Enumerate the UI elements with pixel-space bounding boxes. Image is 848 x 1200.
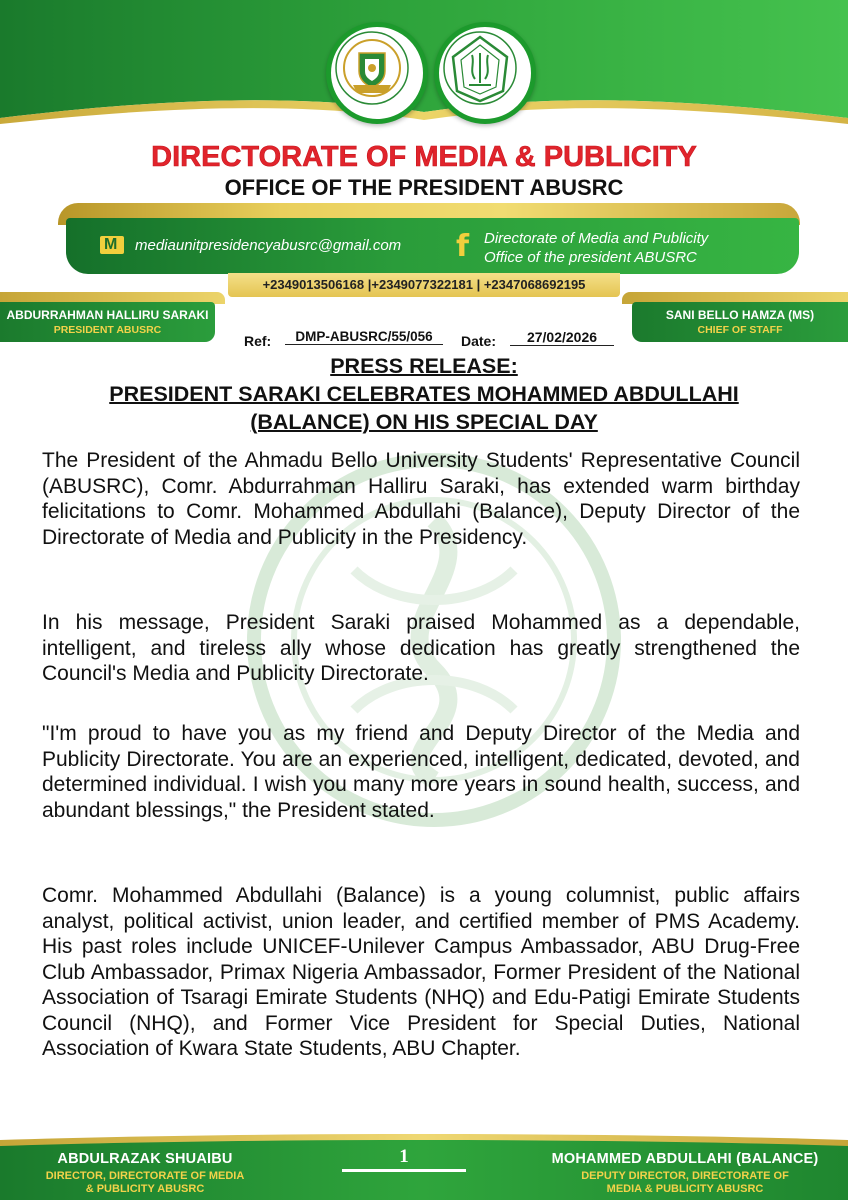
- ref-value: DMP-ABUSRC/55/056: [285, 329, 443, 345]
- president-name: ABDURRAHMAN HALLIRU SARAKI: [6, 308, 209, 322]
- deputy-director-role-line-2: MEDIA & PUBLICITY ABUSRC: [606, 1183, 764, 1195]
- director-role-line-2: & PUBLICITY ABUSRC: [85, 1183, 205, 1195]
- date-label: Date:: [461, 333, 497, 349]
- paragraph-2: In his message, President Saraki praised Mohammed as a dependable, intelligent, and tireless ally whose dedication has greatly strengthened the Council's Media and Publicity Directorate.: [42, 611, 800, 685]
- facebook-page-subtitle: Office of the president ABUSRC: [484, 249, 697, 266]
- facebook-page-name[interactable]: Directorate of Media and Publicity: [484, 230, 709, 247]
- director-role-line-1: DIRECTOR, DIRECTORATE OF MEDIA: [45, 1170, 245, 1182]
- contact-email[interactable]: mediaunitpresidencyabusrc@gmail.com: [135, 237, 402, 254]
- president-role: PRESIDENT ABUSRC: [53, 324, 162, 336]
- paragraph-3: "I'm proud to have you as my friend and Deputy Director of the Media and Publicity Directorate. You are an experienced, intelligent, dedicated, devoted, and determined individual. I wish you many more years in sound health, success, and abundant blessings," the President stated.: [42, 722, 800, 822]
- facebook-icon: f: [456, 229, 470, 264]
- press-release-heading: [0, 352, 848, 436]
- paragraph-4: Comr. Mohammed Abdullahi (Balance) is a young columnist, public affairs analyst, political activist, union leader, and certified member of PMS Academy. His past roles include UNICEF-Unilever Campus Ambassador, ABU Drug-Free Club Ambassador, Primax Nigeria Ambassador, Former President of the National Association of Tsaragi Emirate Students (NHQ) and Edu-Patigi Emirate Students Council (NHQ), and Former Vice President for Special Duties, National Association of Kwara State Students, ABU Chapter.: [42, 884, 800, 1060]
- directorate-title: DIRECTORATE OF MEDIA & PUBLICITY: [151, 141, 697, 173]
- paragraph-1: The President of the Ahmadu Bello University Students' Representative Council (ABUSRC), Comr. Abdurrahman Halliru Saraki, has extended warm birthday felicitations to Comr. Mohammed Abdullahi (Balance), Deputy Director of the Directorate of Media and Publicity in the Presidency.: [42, 449, 800, 549]
- chief-of-staff-name: SANI BELLO HAMZA (MS): [665, 308, 815, 322]
- director-name: ABDULRAZAK SHUAIBU: [57, 1151, 233, 1167]
- abu-university-seal-icon: [434, 22, 536, 124]
- chief-of-staff-role: CHIEF OF STAFF: [697, 324, 783, 336]
- heading-line-3: (BALANCE) ON HIS SPECIAL DAY: [250, 410, 598, 434]
- office-title: OFFICE OF THE PRESIDENT ABUSRC: [224, 175, 624, 200]
- deputy-director-role-line-1: DEPUTY DIRECTOR, DIRECTORATE OF: [581, 1170, 789, 1182]
- ref-label: Ref:: [244, 333, 272, 349]
- heading-line-1: PRESS RELEASE:: [330, 354, 518, 378]
- page-number-underline: [342, 1169, 466, 1172]
- date-value: 27/02/2026: [510, 329, 614, 346]
- gmail-icon: [100, 236, 124, 254]
- heading-line-2: PRESIDENT SARAKI CELEBRATES MOHAMMED ABDULLAHI: [109, 382, 739, 406]
- deputy-director-name: MOHAMMED ABDULLAHI (BALANCE): [551, 1151, 819, 1167]
- abusrc-seal-icon: [326, 22, 428, 124]
- contact-phones: +2349013506168 |+2349077322181 | +2347068692195: [262, 277, 586, 292]
- page-number: 1: [399, 1146, 409, 1167]
